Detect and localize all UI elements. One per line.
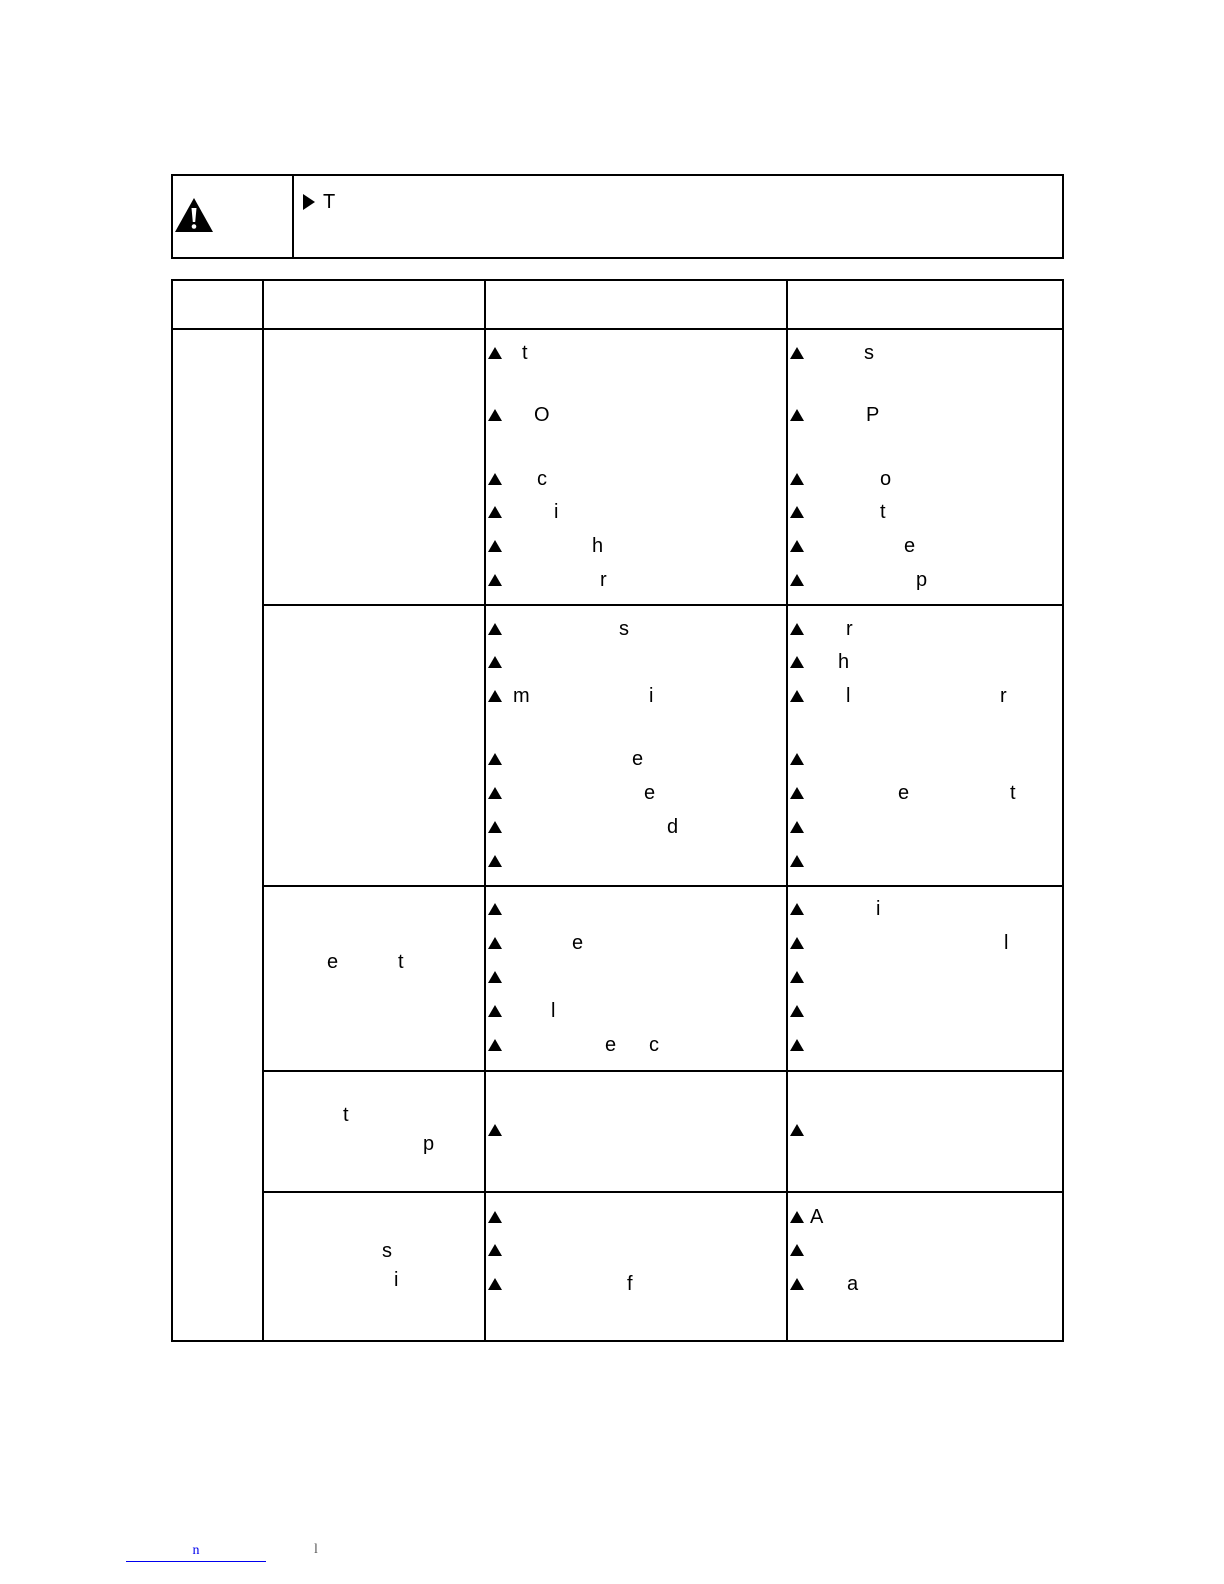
bullet-triangle-icon (789, 689, 805, 703)
col4-bullet-text: t (1010, 782, 1016, 804)
col4-bullet-text: l (846, 685, 851, 707)
bullet-triangle-icon (487, 505, 503, 519)
col3-bullet-text: i (554, 501, 559, 523)
col4-bullet-text: r (1000, 685, 1007, 707)
col3-bullet-text: e (644, 782, 656, 804)
hazard-table (171, 279, 1064, 1342)
table-row-divider (262, 604, 1064, 606)
bullet-triangle-icon (789, 752, 805, 766)
warning-text: T (323, 191, 336, 213)
bullet-triangle-icon (487, 622, 503, 636)
bullet-triangle-icon (487, 1277, 503, 1291)
col4-bullet-text: P (866, 404, 880, 426)
col3-bullet-text: e (605, 1034, 617, 1056)
play-arrow-icon (302, 193, 316, 211)
bullet-triangle-icon (487, 689, 503, 703)
bullet-triangle-icon (487, 936, 503, 950)
warning-divider (292, 174, 294, 259)
warning-triangle-icon (174, 197, 214, 233)
bullet-triangle-icon (789, 1210, 805, 1224)
bullet-triangle-icon (789, 1243, 805, 1257)
col4-bullet-text: A (810, 1206, 824, 1228)
col3-bullet-text: h (592, 535, 604, 557)
col4-bullet-text: s (864, 342, 874, 364)
col4-bullet-text: e (904, 535, 916, 557)
bullet-triangle-icon (789, 472, 805, 486)
bullet-triangle-icon (487, 573, 503, 587)
bullet-triangle-icon (789, 505, 805, 519)
col3-bullet-text: r (600, 569, 607, 591)
bullet-triangle-icon (789, 346, 805, 360)
bullet-triangle-icon (487, 902, 503, 916)
bullet-triangle-icon (789, 539, 805, 553)
bullet-triangle-icon (487, 539, 503, 553)
bullet-triangle-icon (487, 472, 503, 486)
col4-bullet-text: h (838, 651, 850, 673)
table-col-divider-1 (262, 279, 264, 1342)
bullet-triangle-icon (789, 786, 805, 800)
col3-bullet-text: l (551, 1000, 556, 1022)
row-label-char: p (423, 1133, 435, 1155)
bullet-triangle-icon (789, 408, 805, 422)
bullet-triangle-icon (789, 1004, 805, 1018)
row-label-char: t (343, 1104, 349, 1126)
col3-bullet-text: m (513, 685, 530, 707)
bullet-triangle-icon (487, 1243, 503, 1257)
bullet-triangle-icon (487, 970, 503, 984)
col3-bullet-text: c (649, 1034, 659, 1056)
table-col-divider-3 (786, 279, 788, 1342)
col3-bullet-text: i (649, 685, 654, 707)
row-label-char: s (382, 1240, 392, 1262)
col4-bullet-text: e (898, 782, 910, 804)
bullet-triangle-icon (487, 655, 503, 669)
table-col-divider-2 (484, 279, 486, 1342)
col4-bullet-text: a (847, 1273, 859, 1295)
footer-page-number: l (314, 1542, 318, 1557)
col3-bullet-text: O (534, 404, 550, 426)
col3-bullet-text: f (627, 1273, 633, 1295)
col3-bullet-text: t (522, 342, 528, 364)
bullet-triangle-icon (789, 820, 805, 834)
bullet-triangle-icon (789, 1123, 805, 1137)
bullet-triangle-icon (487, 1210, 503, 1224)
col4-bullet-text: i (876, 898, 881, 920)
bullet-triangle-icon (789, 622, 805, 636)
col4-bullet-text: t (880, 501, 886, 523)
bullet-triangle-icon (789, 573, 805, 587)
table-header-divider (171, 328, 1064, 330)
table-row-divider (262, 885, 1064, 887)
row-label-char: e (327, 951, 339, 973)
col3-bullet-text: e (632, 748, 644, 770)
row-label-char: t (398, 951, 404, 973)
row-label-char: i (394, 1269, 399, 1291)
bullet-triangle-icon (789, 936, 805, 950)
bullet-triangle-icon (487, 752, 503, 766)
table-row-divider (262, 1191, 1064, 1193)
col4-bullet-text: l (1004, 932, 1009, 954)
bullet-triangle-icon (789, 902, 805, 916)
bullet-triangle-icon (487, 1004, 503, 1018)
col4-bullet-text: p (916, 569, 928, 591)
col4-bullet-text: o (880, 468, 892, 490)
bullet-triangle-icon (487, 786, 503, 800)
bullet-triangle-icon (487, 1123, 503, 1137)
footer-link[interactable]: n (126, 1543, 266, 1562)
bullet-triangle-icon (789, 1277, 805, 1291)
col3-bullet-text: s (619, 618, 629, 640)
bullet-triangle-icon (487, 820, 503, 834)
col3-bullet-text: e (572, 932, 584, 954)
col4-bullet-text: r (846, 618, 853, 640)
bullet-triangle-icon (789, 1038, 805, 1052)
bullet-triangle-icon (487, 854, 503, 868)
col3-bullet-text: d (667, 816, 679, 838)
bullet-triangle-icon (487, 408, 503, 422)
table-row-divider (262, 1070, 1064, 1072)
bullet-triangle-icon (789, 970, 805, 984)
bullet-triangle-icon (789, 854, 805, 868)
bullet-triangle-icon (789, 655, 805, 669)
bullet-triangle-icon (487, 346, 503, 360)
col3-bullet-text: c (537, 468, 547, 490)
warning-box (171, 174, 1064, 259)
bullet-triangle-icon (487, 1038, 503, 1052)
